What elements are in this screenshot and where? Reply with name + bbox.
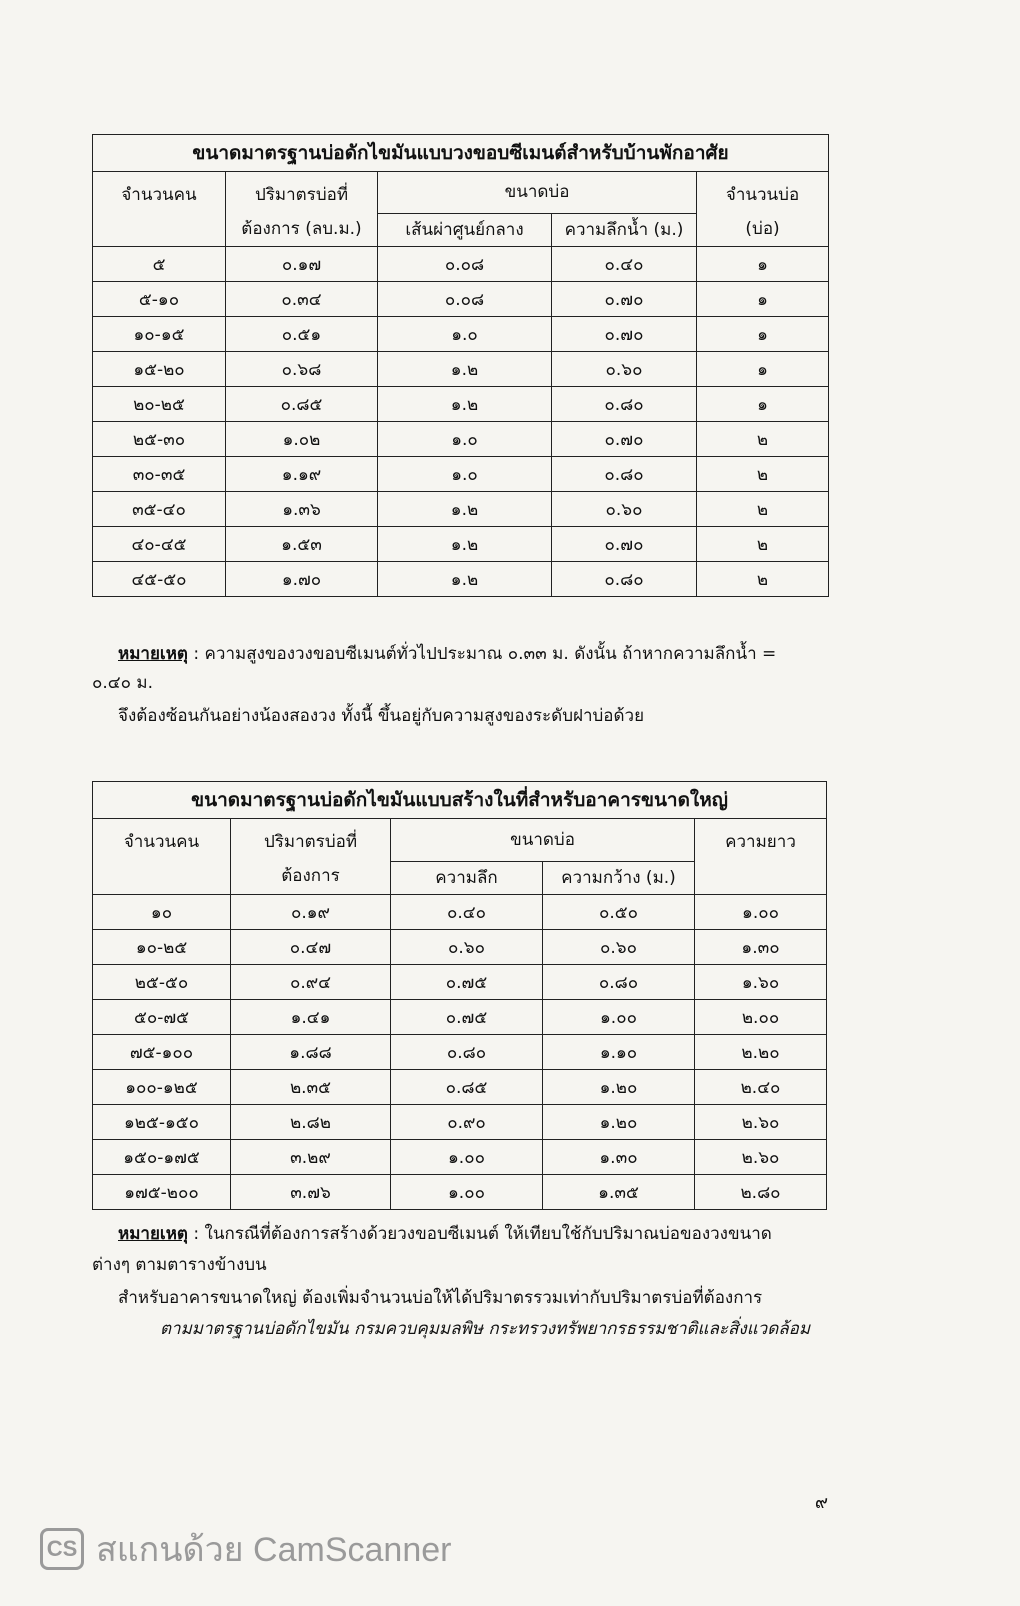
note1-line3: จึงต้องซ้อนกันอย่างน้องสองวง ทั้งนี้ ขึ้นอยู่กับความสูงของระดับฝาบ่อด้วย [118, 706, 645, 726]
table-cell: ๑.๒ [378, 562, 552, 597]
table-cell: ๑ [697, 317, 829, 352]
table-cell: ๐.๗๕ [391, 1000, 543, 1035]
table-cell: ๒.๔๐ [695, 1070, 827, 1105]
table1-header-depth: ความลึกน้ำ (ม.) [552, 213, 697, 246]
table-cell: ๑๒๕-๑๕๐ [93, 1105, 231, 1140]
table-cell: ๒.๘๐ [695, 1175, 827, 1210]
table-cell: ๒.๒๐ [695, 1035, 827, 1070]
table-cell: ๐.๖๐ [543, 930, 695, 965]
table-cell: ๑.๒๐ [543, 1070, 695, 1105]
note2 [118, 1220, 808, 1248]
table-row [93, 387, 829, 422]
table-cell: ๐.๕๑ [226, 317, 378, 352]
table-cell: ๐.๖๐ [552, 352, 697, 387]
table-cell: ๔๐-๔๕ [93, 527, 226, 562]
table-cell: ๓๕-๔๐ [93, 492, 226, 527]
table-cell: ๑.๐๐ [391, 1140, 543, 1175]
table-cell: ๒๕-๕๐ [93, 965, 231, 1000]
table-cell: ๑๐-๒๕ [93, 930, 231, 965]
table-row [93, 282, 829, 317]
camscanner-watermark [40, 1522, 451, 1576]
table-row [93, 1070, 827, 1105]
table-cell: ๐.๑๗ [226, 247, 378, 282]
table-cell: ๓.๗๖ [231, 1175, 391, 1210]
table-cell: ๐.๐๘ [378, 282, 552, 317]
table-cell: ๑.๒๐ [543, 1105, 695, 1140]
table-row [93, 352, 829, 387]
table-row [93, 1175, 827, 1210]
table-cell: ๑๐-๑๕ [93, 317, 226, 352]
table-cell: ๑.๑๐ [543, 1035, 695, 1070]
table-cell: ๐.๖๐ [552, 492, 697, 527]
table-cell: ๐.๘๐ [552, 562, 697, 597]
table-cell: ๑๐๐-๑๒๕ [93, 1070, 231, 1105]
table-row [93, 492, 829, 527]
table1-header-people: จำนวนคน [93, 172, 226, 247]
note2-line3: สำหรับอาคารขนาดใหญ่ ต้องเพิ่มจำนวนบ่อให้ได้ปริมาตรรวมเท่ากับปริมาตรบ่อที่ต้องการ [118, 1288, 763, 1308]
table-cell: ๕ [93, 247, 226, 282]
table-cell: ๐.๘๐ [391, 1035, 543, 1070]
table-cell: ๐.๔๐ [391, 895, 543, 930]
table-row [93, 457, 829, 492]
table-row [93, 1105, 827, 1140]
table-row [93, 1035, 827, 1070]
table-row [93, 1000, 827, 1035]
table1-header-size: ขนาดบ่อ [378, 172, 697, 214]
table-cell: ๑.๓๕ [543, 1175, 695, 1210]
table-cell: ๐.๗๐ [552, 422, 697, 457]
table-cell: ๐.๗๐ [552, 282, 697, 317]
table-cell: ๑.๑๙ [226, 457, 378, 492]
table-row [93, 895, 827, 930]
table-cell: ๑.๐๐ [391, 1175, 543, 1210]
table-cell: ๐.๘๐ [552, 387, 697, 422]
table-cell: ๑.๐๐ [695, 895, 827, 930]
table-cell: ๐.๔๐ [552, 247, 697, 282]
table-cell: ๐.๙๔ [231, 965, 391, 1000]
table1-header-volume: ปริมาตรบ่อที่ ต้องการ (ลบ.ม.) [226, 172, 378, 247]
table2-body [93, 895, 827, 1210]
note1-line1: : ความสูงของวงขอบซีเมนต์ทั่วไปประมาณ ๐.๓๓ ม. ดังนั้น ถ้าหากความลึกน้ำ = [187, 644, 777, 664]
table2-header-people: จำนวนคน [93, 819, 231, 895]
table-cell: ๐.๓๔ [226, 282, 378, 317]
table-cell: ๑.๗๐ [226, 562, 378, 597]
table-cell: ๑ [697, 282, 829, 317]
table-cell: ๑๗๕-๒๐๐ [93, 1175, 231, 1210]
table-cell: ๒.๘๒ [231, 1105, 391, 1140]
page-number: ๙ [814, 1492, 828, 1513]
table2-title: ขนาดมาตรฐานบ่อดักไขมันแบบสร้างในที่สำหรับอาคารขนาดใหญ่ [93, 782, 827, 819]
table-cell: ๑.๒ [378, 492, 552, 527]
table-cell: ๑.๔๑ [231, 1000, 391, 1035]
table1-header-count: จำนวนบ่อ (บ่อ) [697, 172, 829, 247]
table-cell: ๔๕-๕๐ [93, 562, 226, 597]
note2-line1: : ในกรณีที่ต้องการสร้างด้วยวงขอบซีเมนต์ ให้เทียบใช้กับปริมาณบ่อของวงขนาด [187, 1224, 772, 1244]
table-cell: ๕-๑๐ [93, 282, 226, 317]
table-cell: ๑ [697, 352, 829, 387]
table-cell: ๐.๐๘ [378, 247, 552, 282]
table-row [93, 1140, 827, 1175]
table-cell: ๐.๘๕ [226, 387, 378, 422]
table-row [93, 317, 829, 352]
table-cell: ๐.๘๕ [391, 1070, 543, 1105]
table-cell: ๒ [697, 457, 829, 492]
table-cell: ๑.๓๐ [695, 930, 827, 965]
table-cell: ๑.๐๐ [543, 1000, 695, 1035]
table2-header-volume: ปริมาตรบ่อที่ ต้องการ [231, 819, 391, 895]
table-cell: ๗๕-๑๐๐ [93, 1035, 231, 1070]
table-cell: ๒๐-๒๕ [93, 387, 226, 422]
table-row [93, 965, 827, 1000]
table-row [93, 422, 829, 457]
note1-line2: ๐.๔๐ ม. [92, 673, 154, 693]
table1-body [93, 247, 829, 597]
table-cell: ๒๕-๓๐ [93, 422, 226, 457]
table-cell: ๒ [697, 422, 829, 457]
table-cell: ๒.๓๕ [231, 1070, 391, 1105]
large-building-grease-trap-table [92, 781, 827, 1210]
table-cell: ๑ [697, 247, 829, 282]
table-cell: ๑.๐ [378, 457, 552, 492]
table-cell: ๑.๐ [378, 317, 552, 352]
table-cell: ๑.๐๒ [226, 422, 378, 457]
table-cell: ๑.๓๖ [226, 492, 378, 527]
source-citation: ตามมาตรฐานบ่อดักไขมัน กรมควบคุมมลพิษ กระทรวงทรัพยากรธรรมชาติและสิ่งแวดล้อม [160, 1319, 811, 1339]
table-cell: ๑.๐ [378, 422, 552, 457]
table-row [93, 562, 829, 597]
table-cell: ๒.๖๐ [695, 1105, 827, 1140]
table2-header-size: ขนาดบ่อ [391, 819, 695, 862]
table-cell: ๐.๗๐ [552, 527, 697, 562]
table-cell: ๐.๑๙ [231, 895, 391, 930]
household-grease-trap-table [92, 134, 829, 597]
table-cell: ๑๕๐-๑๗๕ [93, 1140, 231, 1175]
table-cell: ๑.๓๐ [543, 1140, 695, 1175]
table-cell: ๐.๔๗ [231, 930, 391, 965]
table-cell: ๑.๒ [378, 387, 552, 422]
table1-header-diameter: เส้นผ่าศูนย์กลาง [378, 213, 552, 246]
table-cell: ๑.๖๐ [695, 965, 827, 1000]
table-cell: ๒.๐๐ [695, 1000, 827, 1035]
table-row [93, 247, 829, 282]
table-cell: ๐.๗๕ [391, 965, 543, 1000]
table2-header-depth: ความลึก [391, 862, 543, 895]
note1-label: หมายเหตุ [118, 644, 188, 664]
table-cell: ๑.๕๓ [226, 527, 378, 562]
table-cell: ๒ [697, 527, 829, 562]
table-cell: ๐.๖๐ [391, 930, 543, 965]
table-cell: ๓๐-๓๕ [93, 457, 226, 492]
table-cell: ๐.๖๘ [226, 352, 378, 387]
table-cell: ๐.๘๐ [552, 457, 697, 492]
note2-label: หมายเหตุ [118, 1224, 188, 1244]
table-cell: ๑ [697, 387, 829, 422]
table-cell: ๓.๒๙ [231, 1140, 391, 1175]
table2-header-length: ความยาว [695, 819, 827, 895]
table2-header-width: ความกว้าง (ม.) [543, 862, 695, 895]
table-row [93, 527, 829, 562]
note1 [118, 640, 808, 668]
camscanner-text: สแกนด้วย CamScanner [96, 1531, 452, 1569]
table-cell: ๒ [697, 492, 829, 527]
table-cell: ๑๕-๒๐ [93, 352, 226, 387]
note2-line2: ต่างๆ ตามตารางข้างบน [92, 1255, 267, 1275]
table-cell: ๑๐ [93, 895, 231, 930]
table-row [93, 930, 827, 965]
table-cell: ๐.๘๐ [543, 965, 695, 1000]
table-cell: ๑.๒ [378, 527, 552, 562]
table-cell: ๐.๕๐ [543, 895, 695, 930]
table-cell: ๑.๒ [378, 352, 552, 387]
camscanner-logo-icon: CS [40, 1528, 84, 1570]
table-cell: ๑.๘๘ [231, 1035, 391, 1070]
table-cell: ๒ [697, 562, 829, 597]
table-cell: ๐.๗๐ [552, 317, 697, 352]
table-cell: ๒.๖๐ [695, 1140, 827, 1175]
table-cell: ๐.๙๐ [391, 1105, 543, 1140]
table1-title: ขนาดมาตรฐานบ่อดักไขมันแบบวงขอบซีเมนต์สำหรับบ้านพักอาศัย [93, 135, 829, 172]
table-cell: ๕๐-๗๕ [93, 1000, 231, 1035]
